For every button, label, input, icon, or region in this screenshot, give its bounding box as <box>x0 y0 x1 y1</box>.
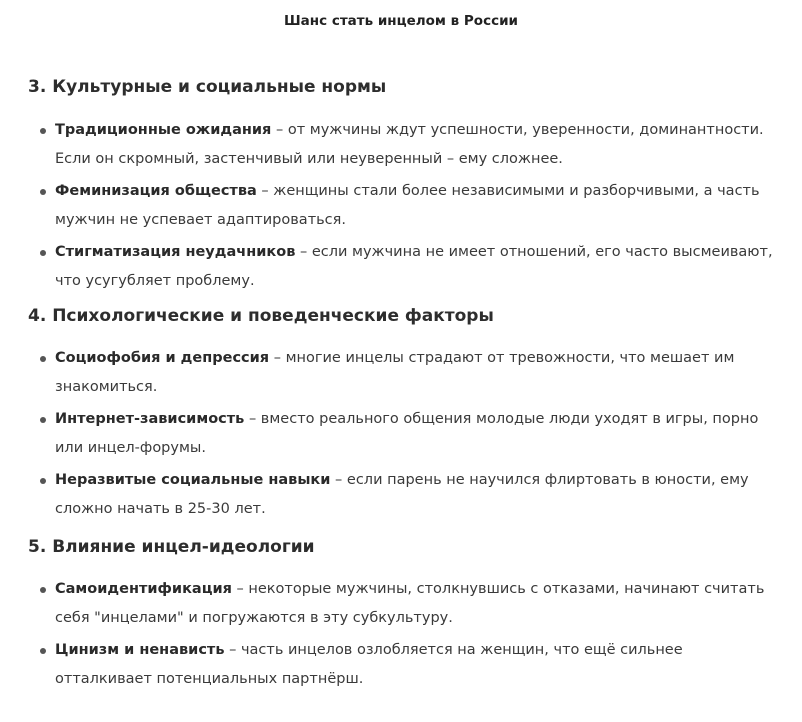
bullet-list <box>28 116 780 295</box>
list-item <box>28 466 780 523</box>
item-term: Феминизация общества <box>55 183 257 199</box>
item-text: – вместо реального общения молодые люди уходят в игры, порно или инцел-форумы. <box>55 411 759 456</box>
item-term: Неразвитые социальные навыки <box>55 472 331 488</box>
bullet-dot-icon <box>40 356 46 362</box>
list-item <box>28 344 780 401</box>
response-content <box>28 74 780 693</box>
section-heading: 5. Влияние инцел-идеологии <box>28 537 315 557</box>
item-text: – если мужчина не имеет отношений, его часто высмеивают, что усугубляет проблему. <box>55 244 773 289</box>
bullet-dot-icon <box>40 587 46 593</box>
list-item <box>28 238 780 295</box>
list-item <box>28 405 780 462</box>
item-text: – женщины стали более независимыми и разборчивыми, а часть мужчин не успевает адаптироваться. <box>55 183 760 228</box>
list-item <box>28 575 780 632</box>
bullet-dot-icon <box>40 648 46 654</box>
item-term: Традиционные ожидания <box>55 122 272 138</box>
conversation-title: Шанс стать инцелом в России <box>284 13 518 29</box>
item-term: Цинизм и ненависть <box>55 642 225 658</box>
item-term: Стигматизация неудачников <box>55 244 296 260</box>
bullet-list <box>28 575 780 693</box>
item-text: – если парень не научился флиртовать в юности, ему сложно начать в 25-30 лет. <box>55 472 749 517</box>
item-text: – некоторые мужчины, столкнувшись с отказами, начинают считать себя "инцелами" и погружаются в эту субкультуру. <box>55 581 765 626</box>
bullet-dot-icon <box>40 478 46 484</box>
item-text: – от мужчины ждут успешности, уверенности, доминантности. Если он скромный, застенчивый или неуверенный – ему сложнее. <box>55 122 764 167</box>
section-heading: 4. Психологические и поведенческие факторы <box>28 306 494 326</box>
list-item <box>28 177 780 234</box>
bullet-list <box>28 344 780 523</box>
list-item <box>28 116 780 173</box>
bullet-dot-icon <box>40 250 46 256</box>
item-text: – часть инцелов озлобляется на женщин, что ещё сильнее отталкивает потенциальных партнёрш. <box>55 642 683 687</box>
bullet-dot-icon <box>40 128 46 134</box>
section-cultural-norms <box>28 74 780 295</box>
item-term: Социофобия и депрессия <box>55 350 270 366</box>
section-psychological-factors <box>28 303 780 523</box>
list-item <box>28 636 780 693</box>
bullet-dot-icon <box>40 417 46 423</box>
item-term: Самоидентификация <box>55 581 232 597</box>
item-text: – многие инцелы страдают от тревожности, что мешает им знакомиться. <box>55 350 735 395</box>
item-term: Интернет-зависимость <box>55 411 245 427</box>
section-heading: 3. Культурные и социальные нормы <box>28 77 387 97</box>
bullet-dot-icon <box>40 189 46 195</box>
section-incel-ideology <box>28 534 780 693</box>
